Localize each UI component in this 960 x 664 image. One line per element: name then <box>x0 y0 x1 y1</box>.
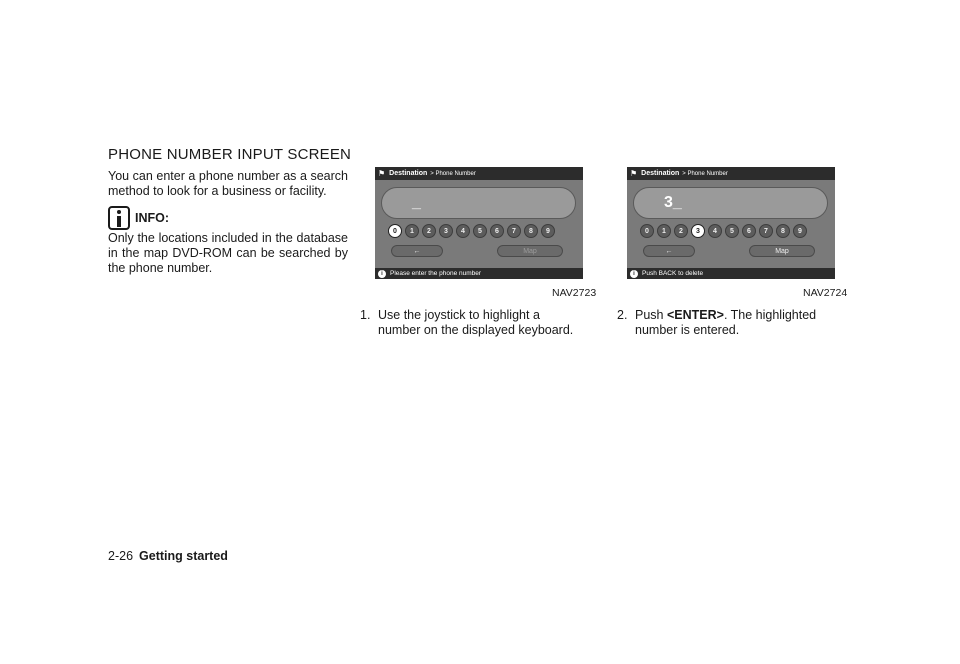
key-9[interactable]: 9 <box>793 224 807 238</box>
key-7[interactable]: 7 <box>759 224 773 238</box>
key-5[interactable]: 5 <box>473 224 487 238</box>
step-text: Use the joystick to highlight a number on the displayed keyboard. <box>378 308 574 337</box>
destination-flag-icon: ⚑ <box>630 169 638 178</box>
key-6[interactable]: 6 <box>742 224 756 238</box>
screen-header <box>375 167 583 180</box>
phone-number-input[interactable]: _ <box>381 187 576 219</box>
section-name: Getting started <box>139 549 228 563</box>
key-3[interactable]: 3 <box>691 224 705 238</box>
step-text: Push <ENTER>. The highlighted number is entered. <box>635 308 817 337</box>
figure-caption-2: NAV2724 <box>803 287 848 299</box>
key-4[interactable]: 4 <box>456 224 470 238</box>
info-icon: i <box>378 270 386 278</box>
map-button[interactable]: Map <box>749 245 815 257</box>
key-1[interactable]: 1 <box>405 224 419 238</box>
intro-paragraph: You can enter a phone number as a search method to look for a business or facility. <box>108 169 348 198</box>
step-1 <box>360 308 585 338</box>
info-paragraph: Only the locations included in the database in the map DVD-ROM can be searched by the phone number. <box>108 231 348 275</box>
figure-caption-1: NAV2723 <box>552 287 597 299</box>
key-4[interactable]: 4 <box>708 224 722 238</box>
step-number: 1. <box>360 308 371 322</box>
key-0[interactable]: 0 <box>640 224 654 238</box>
page-footer <box>108 549 228 563</box>
info-label: INFO: <box>135 211 170 225</box>
info-icon: i <box>630 270 638 278</box>
step-number: 2. <box>617 308 628 322</box>
key-8[interactable]: 8 <box>524 224 538 238</box>
key-2[interactable]: 2 <box>422 224 436 238</box>
footer-message: Please enter the phone number <box>390 270 482 277</box>
info-heading <box>108 206 169 230</box>
number-keypad <box>388 224 555 238</box>
step-2 <box>617 308 832 338</box>
screen-footer <box>375 268 583 279</box>
key-3[interactable]: 3 <box>439 224 453 238</box>
screen-footer <box>627 268 835 279</box>
key-9[interactable]: 9 <box>541 224 555 238</box>
enter-key-label: <ENTER> <box>666 308 724 322</box>
key-8[interactable]: 8 <box>776 224 790 238</box>
header-title: Destination <box>641 170 680 177</box>
key-6[interactable]: 6 <box>490 224 504 238</box>
number-keypad <box>640 224 807 238</box>
footer-message: Push BACK to delete <box>642 270 704 277</box>
map-button[interactable]: Map <box>497 245 563 257</box>
phone-number-input[interactable]: 3_ <box>633 187 828 219</box>
nav-screen-1 <box>375 167 583 279</box>
section-title: PHONE NUMBER INPUT SCREEN <box>108 146 352 163</box>
key-7[interactable]: 7 <box>507 224 521 238</box>
key-1[interactable]: 1 <box>657 224 671 238</box>
key-5[interactable]: 5 <box>725 224 739 238</box>
back-arrow-button[interactable]: ← <box>643 245 695 257</box>
header-title: Destination <box>389 170 428 177</box>
nav-screen-2 <box>627 167 835 279</box>
screen-header <box>627 167 835 180</box>
header-subtitle: > Phone Number <box>430 170 476 177</box>
page-number: 2-26 <box>108 549 134 563</box>
key-0[interactable]: 0 <box>388 224 402 238</box>
info-icon <box>108 206 130 230</box>
destination-flag-icon: ⚑ <box>378 169 386 178</box>
key-2[interactable]: 2 <box>674 224 688 238</box>
header-subtitle: > Phone Number <box>682 170 728 177</box>
back-arrow-button[interactable]: ← <box>391 245 443 257</box>
